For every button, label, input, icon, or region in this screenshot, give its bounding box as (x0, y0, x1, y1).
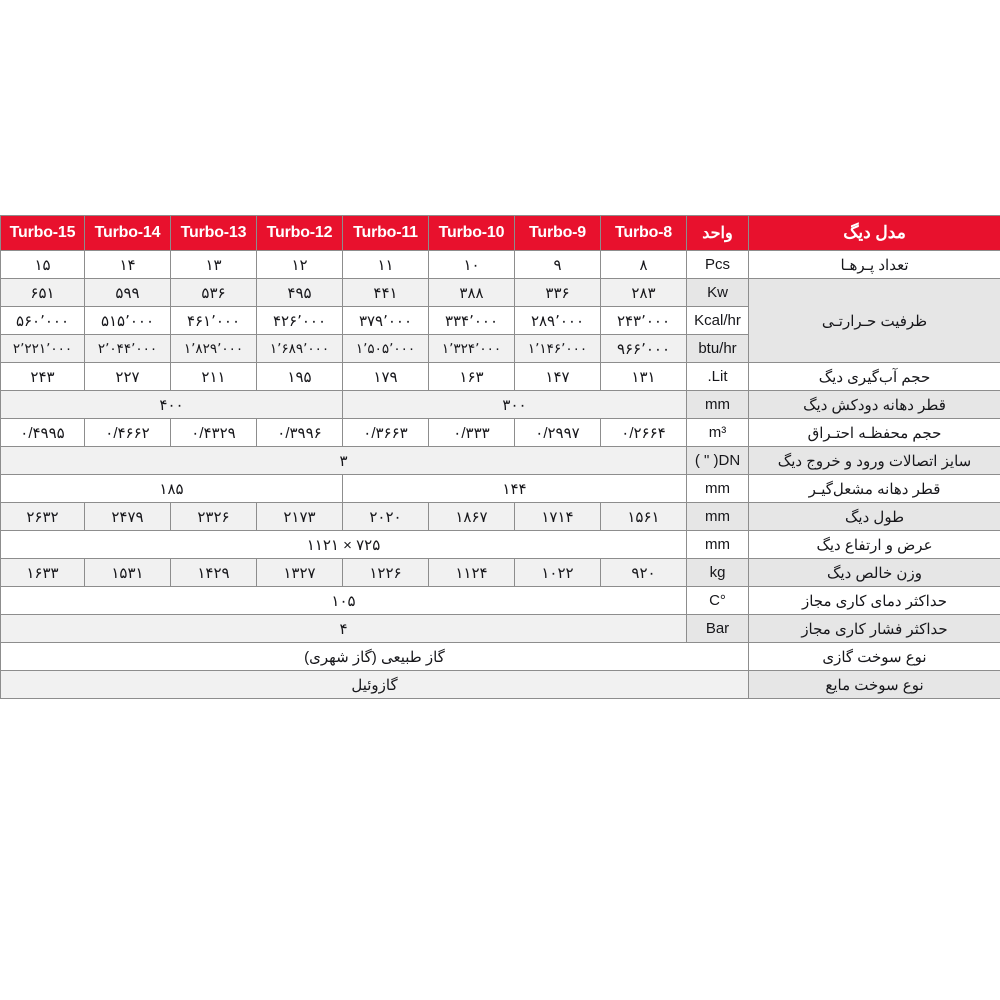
row-value: ۲۲۷ (85, 363, 171, 391)
row-value: ۰/۳۶۶۳ (343, 419, 429, 447)
row-value: ۱۶۳۳ (1, 559, 85, 587)
row-value: ۲٬۰۴۴٬۰۰۰ (85, 335, 171, 363)
table-row (1, 391, 1000, 419)
row-value: ۴۲۶٬۰۰۰ (257, 307, 343, 335)
row-unit: btu/hr (687, 335, 749, 363)
row-value: ۲۳۲۶ (171, 503, 257, 531)
table-row (1, 503, 1000, 531)
spec-table-wrapper (0, 215, 1000, 699)
row-value: ۱۷۱۴ (515, 503, 601, 531)
row-value: ۱۲۲۶ (343, 559, 429, 587)
row-value-merged: گازوئیل (1, 671, 749, 699)
table-header-row (1, 216, 1000, 251)
table-row (1, 531, 1000, 559)
row-value: ۱٬۳۲۴٬۰۰۰ (429, 335, 515, 363)
row-value: ۴۴۱ (343, 279, 429, 307)
row-value: ۶۵۱ (1, 279, 85, 307)
row-value: ۱٬۶۸۹٬۰۰۰ (257, 335, 343, 363)
row-value: ۱۵۳۱ (85, 559, 171, 587)
row-value: ۵۳۶ (171, 279, 257, 307)
row-label: عرض و ارتفاع دیگ (749, 531, 1000, 559)
row-label: ظرفیت حـرارتـی (749, 279, 1000, 363)
row-value: ۰/۲۹۹۷ (515, 419, 601, 447)
row-value: ۰/۳۳۳ (429, 419, 515, 447)
row-value: ۴۹۵ (257, 279, 343, 307)
row-unit: °C (687, 587, 749, 615)
row-value: ۲۴۷۹ (85, 503, 171, 531)
row-value: ۰/۴۶۶۲ (85, 419, 171, 447)
table-row (1, 251, 1000, 279)
table-row (1, 587, 1000, 615)
row-unit: Kw (687, 279, 749, 307)
row-value-merged: ۳ (1, 447, 687, 475)
row-label: حجم آب‌گیری دیگ (749, 363, 1000, 391)
row-label: حداکثر فشار کاری مجاز (749, 615, 1000, 643)
row-value: ۱٬۱۴۶٬۰۰۰ (515, 335, 601, 363)
header-model-label: مدل دیگ (749, 216, 1000, 251)
row-value: ۱۳۱ (601, 363, 687, 391)
row-value: ۱۱۲۴ (429, 559, 515, 587)
row-value-merged: ۱۰۵ (1, 587, 687, 615)
row-value: ۱٬۵۰۵٬۰۰۰ (343, 335, 429, 363)
row-value: ۱۴ (85, 251, 171, 279)
row-value: ۱۴۲۹ (171, 559, 257, 587)
row-value: ۰/۴۹۹۵ (1, 419, 85, 447)
row-value: ۲٬۲۲۱٬۰۰۰ (1, 335, 85, 363)
header-model-turbo-12: Turbo-12 (257, 216, 343, 251)
row-value: ۹ (515, 251, 601, 279)
row-value-merged: ۳۰۰ (343, 391, 687, 419)
row-unit: Kcal/hr (687, 307, 749, 335)
header-unit-label: واحد (687, 216, 749, 251)
row-value: ۱۵۶۱ (601, 503, 687, 531)
row-value: ۳۳۶ (515, 279, 601, 307)
table-row (1, 475, 1000, 503)
header-model-turbo-11: Turbo-11 (343, 216, 429, 251)
row-unit: mm (687, 503, 749, 531)
row-value: ۱٬۸۲۹٬۰۰۰ (171, 335, 257, 363)
row-value: ۱۳ (171, 251, 257, 279)
row-value: ۱۹۵ (257, 363, 343, 391)
row-value-merged: ۱۴۴ (343, 475, 687, 503)
row-value: ۱۰ (429, 251, 515, 279)
row-value: ۸ (601, 251, 687, 279)
table-row (1, 419, 1000, 447)
row-value: ۱۷۹ (343, 363, 429, 391)
row-value: ۲۴۳ (1, 363, 85, 391)
row-value: ۱۶۳ (429, 363, 515, 391)
row-unit: Bar (687, 615, 749, 643)
row-value-merged: ۷۲۵ × ۱۱۲۱ (1, 531, 687, 559)
boiler-spec-table (0, 215, 1000, 699)
row-value: ۹۶۶٬۰۰۰ (601, 335, 687, 363)
row-value: ۲۰۲۰ (343, 503, 429, 531)
row-unit: Lit. (687, 363, 749, 391)
header-model-turbo-9: Turbo-9 (515, 216, 601, 251)
row-label: تعداد پـرهـا (749, 251, 1000, 279)
row-label: حداکثر دمای کاری مجاز (749, 587, 1000, 615)
row-label: سایز اتصالات ورود و خروج دیگ (749, 447, 1000, 475)
header-model-turbo-15: Turbo-15 (1, 216, 85, 251)
header-model-turbo-8: Turbo-8 (601, 216, 687, 251)
table-row (1, 643, 1000, 671)
row-label: قطر دهانه مشعل‌گیـر (749, 475, 1000, 503)
row-value: ۰/۳۹۹۶ (257, 419, 343, 447)
header-model-turbo-14: Turbo-14 (85, 216, 171, 251)
table-row (1, 279, 1000, 307)
row-label: وزن خالص دیگ (749, 559, 1000, 587)
table-body (1, 251, 1000, 699)
row-value: ۱۳۲۷ (257, 559, 343, 587)
row-value: ۲۸۹٬۰۰۰ (515, 307, 601, 335)
row-value: ۵۹۹ (85, 279, 171, 307)
table-row (1, 671, 1000, 699)
row-unit: mm (687, 531, 749, 559)
row-value: ۳۷۹٬۰۰۰ (343, 307, 429, 335)
row-unit: mm (687, 391, 749, 419)
row-value: ۹۲۰ (601, 559, 687, 587)
row-value: ۲۱۱ (171, 363, 257, 391)
row-unit: mm (687, 475, 749, 503)
table-row (1, 363, 1000, 391)
row-unit: Pcs (687, 251, 749, 279)
table-row (1, 447, 1000, 475)
row-value-merged: گاز طبیعی (گاز شهری) (1, 643, 749, 671)
row-value: ۱۱ (343, 251, 429, 279)
header-model-turbo-13: Turbo-13 (171, 216, 257, 251)
row-value: ۵۱۵٬۰۰۰ (85, 307, 171, 335)
row-value: ۱۸۶۷ (429, 503, 515, 531)
row-value: ۲۱۷۳ (257, 503, 343, 531)
row-value: ۱۵ (1, 251, 85, 279)
row-value: ۳۳۴٬۰۰۰ (429, 307, 515, 335)
row-value: ۲۸۳ (601, 279, 687, 307)
row-value: ۲۶۳۲ (1, 503, 85, 531)
row-unit: DN( " ) (687, 447, 749, 475)
row-label: حجم محفظـه احتـراق (749, 419, 1000, 447)
row-value-merged: ۴ (1, 615, 687, 643)
row-label: قطر دهانه دودکش دیگ (749, 391, 1000, 419)
row-value: ۱۲ (257, 251, 343, 279)
header-model-turbo-10: Turbo-10 (429, 216, 515, 251)
row-label: نوع سوخت گازی (749, 643, 1000, 671)
row-value: ۵۶۰٬۰۰۰ (1, 307, 85, 335)
table-row (1, 559, 1000, 587)
row-value: ۱۰۲۲ (515, 559, 601, 587)
row-label: نوع سوخت مایع (749, 671, 1000, 699)
row-value: ۴۶۱٬۰۰۰ (171, 307, 257, 335)
row-value: ۱۴۷ (515, 363, 601, 391)
row-value: ۲۴۳٬۰۰۰ (601, 307, 687, 335)
row-value: ۳۸۸ (429, 279, 515, 307)
row-value: ۰/۴۳۲۹ (171, 419, 257, 447)
table-row (1, 615, 1000, 643)
row-value-merged: ۱۸۵ (1, 475, 343, 503)
row-unit: m³ (687, 419, 749, 447)
row-unit: kg (687, 559, 749, 587)
row-value: ۰/۲۶۶۴ (601, 419, 687, 447)
row-value-merged: ۴۰۰ (1, 391, 343, 419)
row-label: طول دیگ (749, 503, 1000, 531)
